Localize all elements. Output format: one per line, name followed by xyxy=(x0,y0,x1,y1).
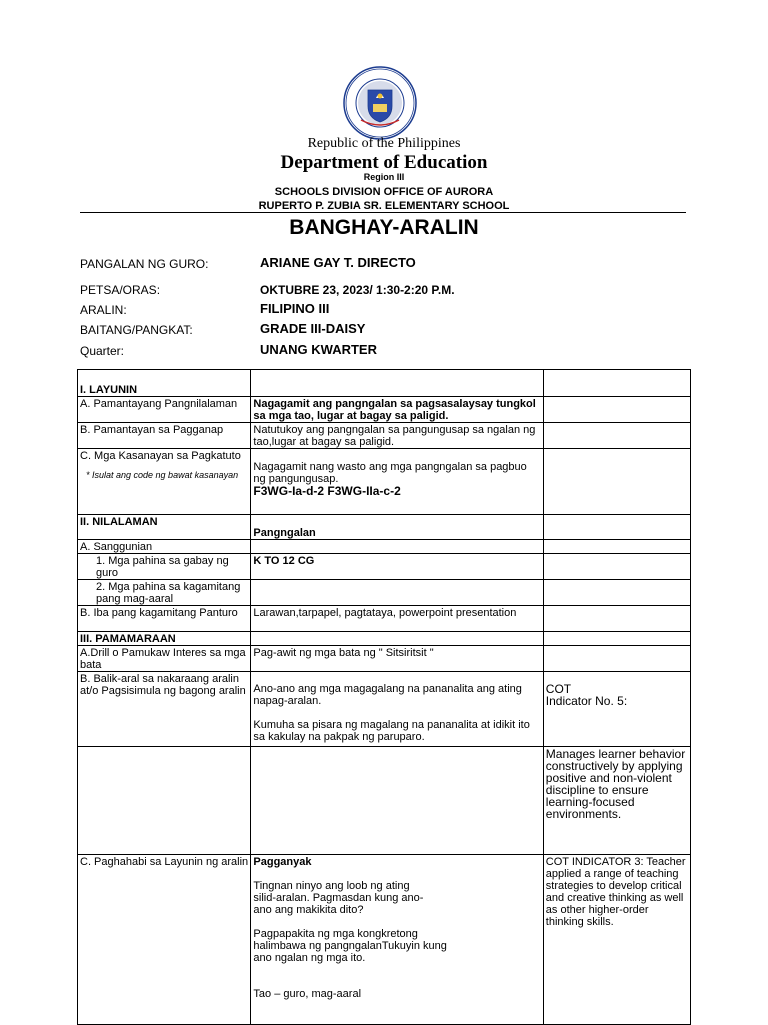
cot-label: COT xyxy=(545,682,572,696)
header-divider xyxy=(80,212,686,213)
cot-description: Manages learner behavior constructively by applying positive and non-violent discipline to ensure learning-focused environments. xyxy=(543,747,690,855)
date-label: PETSA/ORAS: xyxy=(80,283,161,297)
row-content: Pag-awit ng mga bata ng " Sitsiritsit " xyxy=(251,646,543,672)
lesson-table xyxy=(77,369,691,1025)
section-pamamaraan: III. PAMAMARAAN xyxy=(78,632,251,646)
row-label: A. Sanggunian xyxy=(78,540,251,554)
teacher-value: ARIANE GAY T. DIRECTO xyxy=(260,255,416,270)
row-label: C. Mga Kasanayan sa Pagkatuto xyxy=(80,450,241,462)
section-nilalaman: II. NILALAMAN xyxy=(78,515,251,540)
row-content: K TO 12 CG xyxy=(251,554,543,580)
cot-indicator-3: COT INDICATOR 3: Teacher applied a range of teaching strategies to develop critical and creative thinking as well as other higher-order thinking skills. xyxy=(543,855,690,1025)
table-row xyxy=(78,855,691,1025)
table-row xyxy=(78,646,691,672)
table-row xyxy=(78,554,691,580)
table-row xyxy=(78,515,691,540)
row-content: Natutukoy ang pangngalan sa pangungusap sa ngalan ng tao,lugar at bagay sa paligid. xyxy=(251,423,543,449)
document-title: BANGHAY-ARALIN xyxy=(289,216,479,239)
department-title: Department of Education xyxy=(280,152,488,173)
quarter-label: Quarter: xyxy=(80,344,125,358)
row-content: Nagagamit ang pangngalan sa pagsasalaysay tungkol sa mga tao, lugar at bagay sa paligid. xyxy=(251,397,543,423)
competency-code: F3WG-Ia-d-2 F3WG-IIa-c-2 xyxy=(253,484,401,498)
table-row xyxy=(78,672,691,747)
grade-label: BAITANG/PANGKAT: xyxy=(80,323,193,337)
subject-value: FILIPINO III xyxy=(260,301,330,316)
row-label: 1. Mga pahina sa gabay ng guro xyxy=(78,554,251,580)
table-row xyxy=(78,606,691,632)
row-label: A.Drill o Pamukaw Interes sa mga bata xyxy=(78,646,251,672)
deped-seal-icon xyxy=(343,66,417,140)
region-text: Region III xyxy=(363,172,405,182)
table-row xyxy=(78,423,691,449)
row-content: Tao – guro, mag-aaral xyxy=(253,988,362,1000)
table-row xyxy=(78,397,691,423)
teacher-label: PANGALAN NG GURO: xyxy=(80,257,209,271)
section-layunin: I. LAYUNIN xyxy=(78,370,251,397)
table-row xyxy=(78,370,691,397)
quarter-value: UNANG KWARTER xyxy=(260,342,377,357)
row-label: B. Iba pang kagamitang Panturo xyxy=(78,606,251,632)
division-text: SCHOOLS DIVISION OFFICE OF AURORA xyxy=(274,186,494,198)
grade-value: GRADE III-DAISY xyxy=(260,321,366,336)
republic-text: Republic of the Philippines xyxy=(307,136,461,151)
row-content: Nagagamit nang wasto ang mga pangngalan sa pagbuo ng pangungusap. xyxy=(253,461,527,485)
row-label: A. Pamantayang Pangnilalaman xyxy=(78,397,251,423)
cot-indicator: Indicator No. 5: xyxy=(545,694,628,708)
table-row xyxy=(78,540,691,554)
table-row xyxy=(78,580,691,606)
row-content: Larawan,tarpapel, pagtataya, powerpoint presentation xyxy=(251,606,543,632)
row-content: Tingnan ninyo ang loob ng ating silid-aralan. Pagmasdan kung ano-ano ang makikita dito? xyxy=(253,880,424,916)
table-row xyxy=(78,747,691,855)
subject-label: ARALIN: xyxy=(80,303,127,317)
row-content: Pagpapakita ng mga kongkretong halimbawa ng pangngalanTukuyin kung ano ngalan ng mga ito. xyxy=(253,928,447,964)
pagganyak-heading: Pagganyak xyxy=(253,856,312,868)
table-row xyxy=(78,632,691,646)
school-name: RUPERTO P. ZUBIA SR. ELEMENTARY SCHOOL xyxy=(258,200,510,212)
row-label: C. Paghahabi sa Layunin ng aralin xyxy=(78,855,251,1025)
row-content: Ano-ano ang mga magagalang na pananalita ang ating napag-aralan. xyxy=(253,683,522,707)
row-content: Kumuha sa pisara ng magalang na pananalita at idikit ito sa kakulay na pakpak ng paruparo. xyxy=(253,719,530,743)
row-label: B. Balik-aral sa nakaraang aralin at/o Pagsisimula ng bagong aralin xyxy=(78,672,251,747)
date-value: OKTUBRE 23, 2023/ 1:30-2:20 P.M. xyxy=(260,283,455,297)
table-row xyxy=(78,449,691,515)
row-note: * Isulat ang code ng bawat kasanayan xyxy=(86,470,239,480)
row-label: B. Pamantayan sa Pagganap xyxy=(78,423,251,449)
row-label: 2. Mga pahina sa kagamitang pang mag-aaral xyxy=(78,580,251,606)
row-content: Pangngalan xyxy=(251,515,543,540)
